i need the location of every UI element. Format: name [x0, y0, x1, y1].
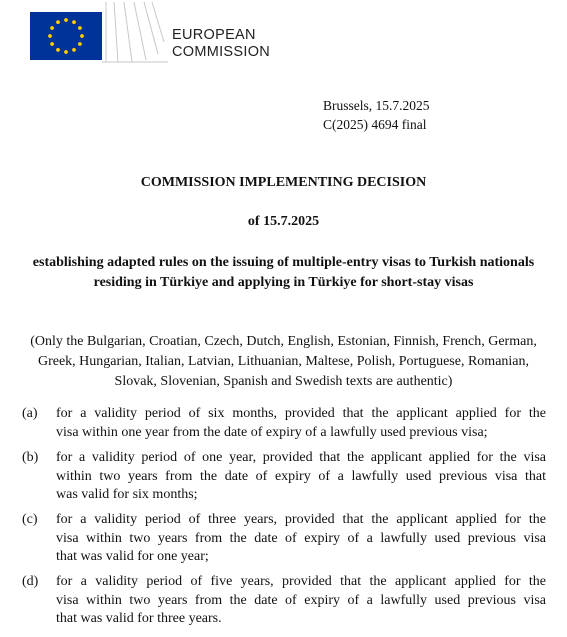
list-item-text [56, 405, 546, 442]
authentic-note-line1: (Only the Bulgarian, Croatian, Czech, Dutch, English, Estonian, Finnish, French, German, [30, 334, 537, 349]
authentic-note-line2: Greek, Hungarian, Italian, Latvian, Lithuanian, Maltese, Polish, Portuguese, Romanian, [37, 354, 530, 369]
list-item-line: was valid for six months; [56, 487, 198, 502]
list-item-marker: (b) [22, 450, 39, 465]
document-date: of 15.7.2025 [247, 214, 320, 229]
organisation-name-line2: COMMISSION [172, 44, 271, 60]
authentic-languages-note [0, 332, 567, 392]
list-item-line: within two years from the date of expiry of a lawfully used previous visa that [56, 468, 546, 484]
european-commission-logo [28, 2, 168, 66]
list-item-marker: (c) [22, 512, 38, 527]
place-date: Brussels, 15.7.2025 [323, 98, 430, 113]
list-item-line: visa within one year from the date of expiry of a lawfully used previous visa; [56, 424, 488, 440]
document-subject-line1: establishing adapted rules on the issuing of multiple-entry visas to Turkish nationals [32, 255, 535, 270]
document-reference: C(2025) 4694 final [323, 117, 427, 132]
list-item-line: for a validity period of three years, provided that the applicant applied for the [56, 512, 546, 527]
list-item-line: that was valid for three years. [56, 611, 222, 626]
list-item-line: for a validity period of one year, provided that the applicant applied for the visa [56, 450, 546, 465]
list-item-text [56, 573, 546, 629]
list-item-line: visa within two years from the date of expiry of a lawfully used previous visa [56, 592, 546, 608]
document-heading: COMMISSION IMPLEMENTING DECISION [140, 175, 427, 190]
list-item-line: for a validity period of six months, provided that the applicant applied for the [56, 406, 546, 421]
document-subject-line2: residing in Türkiye and applying in Türkiye for short-stay visas [93, 275, 474, 290]
place-and-reference [323, 96, 430, 134]
list-item-line: that was valid for one year; [56, 549, 209, 564]
list-item-text [56, 511, 546, 567]
organisation-name-line1: EUROPEAN [172, 27, 256, 43]
list-item-line: for a validity period of five years, provided that the applicant applied for the [56, 574, 546, 589]
authentic-note-line3: Slovak, Slovenian, Spanish and Swedish texts are authentic) [114, 374, 453, 389]
list-item-line: visa within two years from the date of expiry of a lawfully used previous visa [56, 530, 546, 546]
list-item-text [56, 449, 546, 505]
list-item-marker: (d) [22, 574, 39, 589]
list-item-marker: (a) [22, 406, 38, 421]
organisation-name [172, 27, 270, 61]
document-subject [0, 253, 567, 293]
eu-flag-icon [28, 2, 168, 66]
